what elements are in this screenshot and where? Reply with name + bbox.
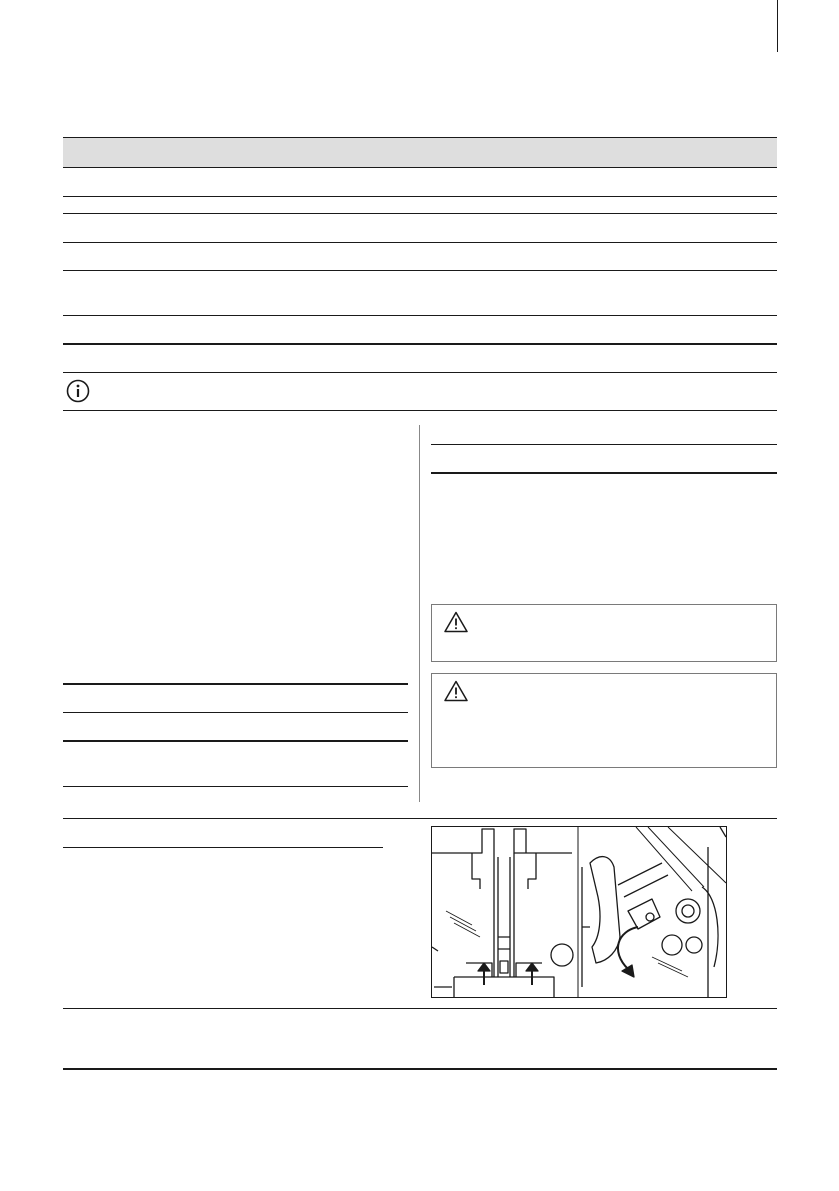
section-heading-rule (431, 472, 777, 474)
table-row-divider (63, 740, 408, 742)
section-rule (63, 1068, 777, 1070)
table-row-divider (63, 213, 777, 214)
table-bottom-rule (63, 343, 777, 345)
warning-triangle-icon (444, 680, 468, 702)
info-note-top-rule (63, 372, 777, 373)
section-rule (63, 818, 777, 819)
warning-box (431, 673, 777, 768)
table-row-divider (63, 242, 777, 243)
table-header-bar (63, 137, 777, 168)
step-heading-rule (63, 847, 383, 848)
hinge-illustration (431, 826, 727, 998)
section-rule (431, 444, 777, 445)
warning-box (431, 604, 777, 662)
column-divider (419, 425, 420, 802)
crop-mark (777, 0, 778, 52)
table-row-divider (63, 196, 777, 197)
table-row-divider (63, 786, 408, 787)
warning-triangle-icon (444, 611, 468, 633)
section-heading-rule (63, 683, 408, 685)
table-row-divider (63, 712, 408, 713)
table-row-divider (63, 315, 777, 316)
section-rule (63, 1008, 777, 1009)
info-circle-icon (66, 379, 90, 403)
info-note-bottom-rule (63, 410, 777, 411)
table-row-divider (63, 270, 777, 271)
